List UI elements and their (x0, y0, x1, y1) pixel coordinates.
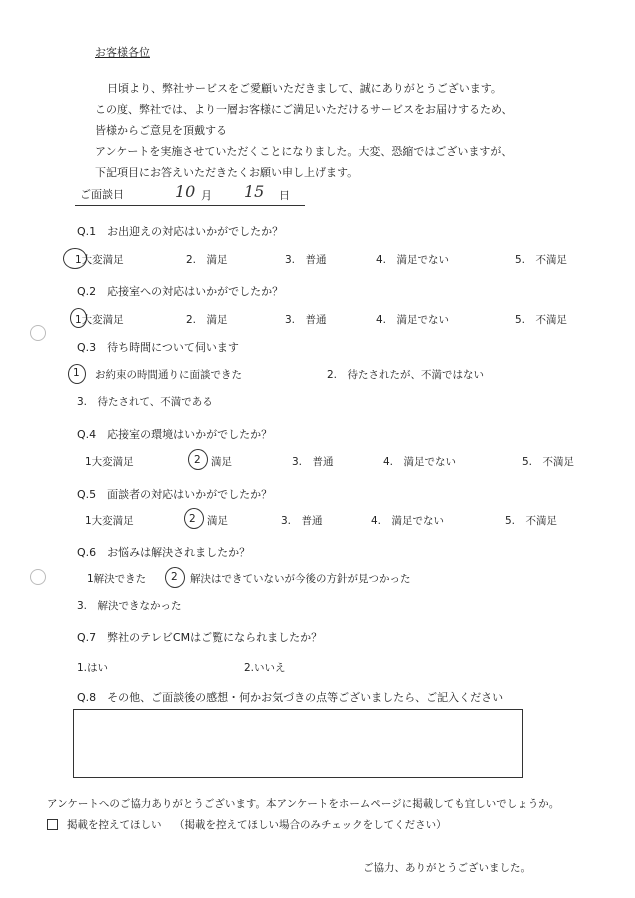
q3-option-1[interactable]: お約束の時間通りに面談できた (95, 369, 242, 381)
q3-option-1-number[interactable]: 1 (73, 367, 80, 379)
date-label: ご面談日 (80, 188, 124, 201)
intro-line: 日頃より、弊社サービスをご愛顧いただきまして、誠にありがとうございます。 (107, 82, 502, 95)
punch-hole (30, 569, 46, 585)
day-unit: 日 (279, 189, 290, 202)
comment-textarea[interactable] (73, 709, 523, 778)
question-5: Q.5 面談者の対応はいかがでしたか？ (77, 488, 273, 501)
thanks-message: ご協力、ありがとうございました。 (363, 862, 531, 874)
q4-option-4[interactable]: 4. 満足でない (383, 456, 457, 468)
publish-question: アンケートへのご協力ありがとうございます。本アンケートをホームページに掲載しても宜しいでしょうか。 (47, 798, 560, 810)
q3-option-2[interactable]: 2. 待たされたが、不満ではない (327, 369, 485, 381)
question-4: Q.4 応接室の環境はいかがでしたか？ (77, 428, 273, 441)
question-7: Q.7 弊社のテレビCMはご覧になられましたか？ (77, 631, 323, 644)
opt-out-label: 掲載を控えてほしい (67, 819, 162, 831)
opt-out-checkbox[interactable] (47, 819, 58, 830)
q2-option-2[interactable]: 2. 満足 (186, 314, 228, 326)
question-3: Q.3 待ち時間について伺います (77, 341, 239, 354)
q5-option-2[interactable]: 満足 (207, 515, 228, 527)
q4-option-5[interactable]: 5. 不満足 (522, 456, 575, 468)
question-6: Q.6 お悩みは解決されましたか？ (77, 546, 251, 559)
q5-option-2-number[interactable]: 2 (189, 513, 196, 525)
question-2: Q.2 応接室への対応はいかがでしたか？ (77, 285, 284, 298)
q5-option-1[interactable]: 1大変満足 (85, 515, 134, 527)
q5-option-4[interactable]: 4. 満足でない (371, 515, 445, 527)
q4-option-1[interactable]: 1大変満足 (85, 456, 134, 468)
intro-text (95, 78, 513, 183)
q6-option-2[interactable]: 解決はできていないが今後の方針が見つかった (190, 573, 411, 585)
meeting-date-row (80, 186, 124, 202)
q4-option-2[interactable]: 満足 (211, 456, 232, 468)
q2-option-3[interactable]: 3. 普通 (285, 314, 327, 326)
salutation: お客様各位 (95, 46, 150, 59)
question-8: Q.8 その他、ご面談後の感想・何かお気づきの点等ございましたら、ご記入ください (77, 691, 504, 704)
q7-option-1[interactable]: 1.はい (77, 662, 109, 674)
q2-option-4[interactable]: 4. 満足でない (376, 314, 450, 326)
date-underline (75, 205, 305, 206)
q5-option-3[interactable]: 3. 普通 (281, 515, 323, 527)
q1-option-2[interactable]: 2. 満足 (186, 254, 228, 266)
intro-line: この度、弊社では、より一層お客様にご満足いただけるサービスをお届けするため、 (95, 103, 513, 116)
month-unit: 月 (201, 189, 212, 202)
q4-option-3[interactable]: 3. 普通 (292, 456, 334, 468)
q1-option-4[interactable]: 4. 満足でない (376, 254, 450, 266)
question-1: Q.1 お出迎えの対応はいかがでしたか？ (77, 225, 284, 238)
q4-option-2-number[interactable]: 2 (194, 454, 201, 466)
intro-line: アンケートを実施させていただくことになりました。大変、恐縮ではございますが、 (95, 145, 513, 158)
q3-option-3[interactable]: 3. 待たされて、不満である (77, 396, 213, 408)
intro-line: 皆様からご意見を頂戴する (95, 124, 227, 137)
day-value[interactable]: 15 (244, 182, 265, 201)
q7-option-2[interactable]: 2.いいえ (244, 662, 286, 674)
q2-option-5[interactable]: 5. 不満足 (515, 314, 568, 326)
q1-option-1[interactable]: 1大変満足 (75, 254, 124, 266)
q6-option-1[interactable]: 1解決できた (87, 573, 147, 585)
q2-option-1[interactable]: 1大変満足 (75, 314, 124, 326)
q6-option-2-number[interactable]: 2 (171, 571, 178, 583)
punch-hole (30, 325, 46, 341)
month-value[interactable]: 10 (175, 182, 196, 201)
q6-option-3[interactable]: 3. 解決できなかった (77, 600, 182, 612)
opt-out-note: （掲載を控えてほしい場合のみチェックをしてください） (174, 819, 447, 831)
q5-option-5[interactable]: 5. 不満足 (505, 515, 558, 527)
q1-option-5[interactable]: 5. 不満足 (515, 254, 568, 266)
q1-option-3[interactable]: 3. 普通 (285, 254, 327, 266)
intro-line: 下記項目にお答えいただきたくお願い申し上げます。 (95, 166, 359, 179)
